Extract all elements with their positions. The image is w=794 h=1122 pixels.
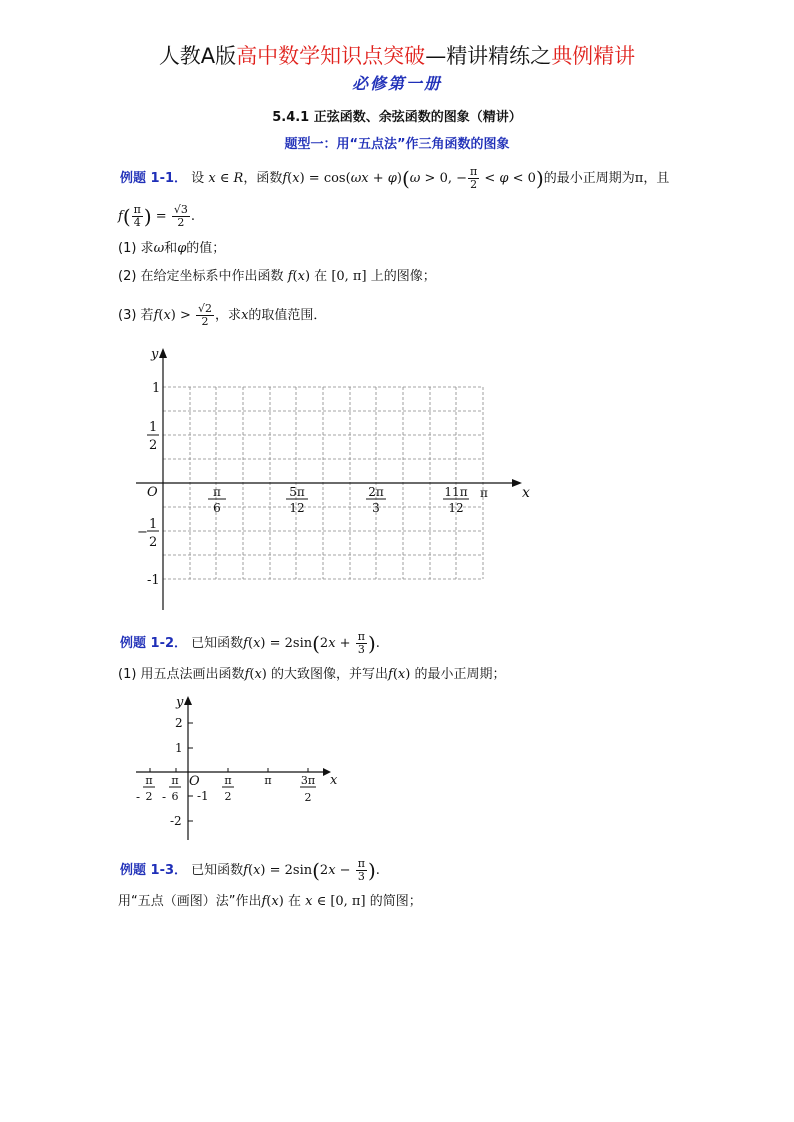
x-axis-arrow-icon bbox=[512, 479, 522, 487]
y-tick-half-den: 2 bbox=[149, 438, 158, 453]
document-title bbox=[0, 40, 794, 70]
ex1-intro: 设 bbox=[191, 171, 205, 186]
ex2-line-1: 例题 1-2． 已知函数f(x) = 2sin(2x + $\frac{\pi}{3}$ ). bbox=[120, 630, 380, 656]
document-subtitle: 必修第一册 bbox=[351, 74, 442, 93]
title-part-highlight: 高中数学知识点突破 bbox=[236, 44, 426, 68]
section-title: 5.4.1 正弦函数、余弦函数的图象（精讲） bbox=[272, 110, 522, 125]
x-tick-neg-pi-6-den: 6 bbox=[171, 790, 179, 803]
ex1-q1: (1) 求ω和φ的值； bbox=[118, 241, 226, 256]
title-part-middle: —精讲精练之 bbox=[425, 44, 552, 68]
ex1-min-period: 的最小正周期为 bbox=[543, 171, 635, 186]
x-tick-neg-pi-6-num: π bbox=[171, 774, 179, 787]
ex1-q1-suffix: 的值； bbox=[186, 241, 226, 256]
ex2-coordinate-axes bbox=[130, 688, 350, 848]
ex2-intro: 已知函数 bbox=[191, 636, 244, 651]
svg-text:-: - bbox=[162, 790, 167, 804]
ex1-coordinate-grid bbox=[130, 340, 530, 620]
ex2-q1-mid: 的大致图像，并写出 bbox=[271, 667, 389, 682]
y-tick-1: 1 bbox=[152, 381, 161, 396]
title-part-highlight-2: 典例精讲 bbox=[551, 44, 636, 68]
x-tick-neg-pi-2-den: 2 bbox=[145, 790, 153, 803]
x-tick-3pi-2-den: 2 bbox=[304, 791, 312, 804]
ex3-line2-suffix: 的简图； bbox=[369, 894, 422, 909]
x-tick-pi-6-num: π bbox=[213, 485, 221, 499]
ex2-q1-prefix: (1) 用五点法画出函数 bbox=[118, 667, 245, 682]
x-tick-neg-pi-2-num: π bbox=[145, 774, 153, 787]
ex1-q3-end: 的取值范围． bbox=[248, 308, 327, 323]
x-tick-5pi-12-num: 5π bbox=[289, 485, 305, 499]
ex3-intro: 已知函数 bbox=[191, 863, 244, 878]
x-tick-pi: π bbox=[264, 774, 272, 787]
x-tick-3pi-2-num: 3π bbox=[300, 774, 316, 787]
x-tick-2pi-3-den: 3 bbox=[372, 501, 380, 515]
y-axis-arrow-icon bbox=[184, 696, 192, 705]
ex1-line-1: 例题 1-1． 设 x ∈ R，函数f(x) = cos(ωx + φ)(ω > 0, − $\frac{\pi}{2}$ < φ < 0)的最小正周期为π，且 bbox=[120, 165, 670, 191]
x-tick-11pi-12-den: 12 bbox=[448, 501, 464, 515]
ex3-line2-mid: 在 bbox=[287, 894, 301, 909]
ex1-q2-mid: 在 bbox=[314, 269, 328, 284]
title-part-edition: 人教A版 bbox=[158, 44, 237, 68]
topic-title: 题型一：用“五点法”作三角函数的图象 bbox=[284, 137, 510, 152]
ex1-line-2: f( $\frac{\pi}{4}$ ) = $\frac{√3}{2}$ . bbox=[118, 203, 195, 229]
ex2-label: 例题 1-2． bbox=[120, 636, 188, 651]
ex3-line-2: 用“五点（画图）法”作出f(x) 在 x ∈ [0, π] 的简图； bbox=[118, 894, 422, 909]
y-tick-neg-half-sign: − bbox=[137, 525, 148, 540]
ex3-label: 例题 1-3． bbox=[120, 863, 188, 878]
ex2-q1: (1) 用五点法画出函数f(x) 的大致图像，并写出f(x) 的最小正周期； bbox=[118, 667, 506, 682]
ex1-label: 例题 1-1． bbox=[120, 171, 188, 186]
x-tick-5pi-12-den: 12 bbox=[289, 501, 305, 515]
ex1-q1-and: 和 bbox=[164, 241, 178, 256]
ex1-and: ，且 bbox=[643, 171, 670, 186]
ex1-q3-suffix: ，求 bbox=[215, 308, 242, 323]
ex2-q1-suffix: 的最小正周期； bbox=[414, 667, 506, 682]
ex1-comma-fn: ，函数 bbox=[243, 171, 283, 186]
ex1-q3-prefix: (3) 若 bbox=[118, 308, 154, 323]
ex1-q2-suffix: 上的图像； bbox=[370, 269, 436, 284]
y-tick-half-num: 1 bbox=[149, 420, 158, 435]
ex1-q2-prefix: (2) 在给定坐标系中作出函数 bbox=[118, 269, 284, 284]
x-tick-pi-6-den: 6 bbox=[213, 501, 221, 515]
y-tick-2: 2 bbox=[175, 716, 183, 730]
ex3-line2-prefix: 用“五点（画图）法”作出 bbox=[118, 894, 262, 909]
origin-label: O bbox=[189, 774, 200, 789]
y-tick-neg-half-num: 1 bbox=[149, 517, 158, 532]
y-axis-arrow-icon bbox=[159, 348, 167, 358]
ex3-line-1: 例题 1-3． 已知函数f(x) = 2sin(2x − $\frac{\pi}{3}$ ). bbox=[120, 857, 380, 883]
ex1-q3: (3) 若f(x) > $\frac{√2}{2}$ ，求x的取值范围． bbox=[118, 302, 327, 328]
y-axis-label: y bbox=[176, 695, 184, 710]
x-axis-label: x bbox=[330, 773, 338, 788]
y-tick-1: 1 bbox=[175, 741, 183, 755]
x-tick-pi-2-den: 2 bbox=[224, 790, 232, 803]
x-tick-11pi-12-num: 11π bbox=[444, 485, 468, 499]
ex1-q2: (2) 在给定坐标系中作出函数 f(x) 在 [0, π] 上的图像； bbox=[118, 269, 436, 284]
ex1-q1-prefix: (1) 求 bbox=[118, 241, 154, 256]
svg-text:-: - bbox=[136, 790, 141, 804]
y-tick-neg-half-den: 2 bbox=[149, 535, 158, 550]
x-tick-2pi-3-num: 2π bbox=[368, 485, 384, 499]
y-axis-label: y bbox=[151, 347, 159, 362]
y-tick-neg2: -2 bbox=[170, 814, 182, 828]
x-tick-pi: π bbox=[480, 486, 488, 500]
y-tick-neg1: -1 bbox=[197, 789, 209, 803]
y-tick-neg1: -1 bbox=[147, 573, 160, 588]
x-axis-label: x bbox=[522, 485, 530, 501]
x-tick-pi-2-num: π bbox=[224, 774, 232, 787]
origin-label: O bbox=[147, 485, 158, 500]
